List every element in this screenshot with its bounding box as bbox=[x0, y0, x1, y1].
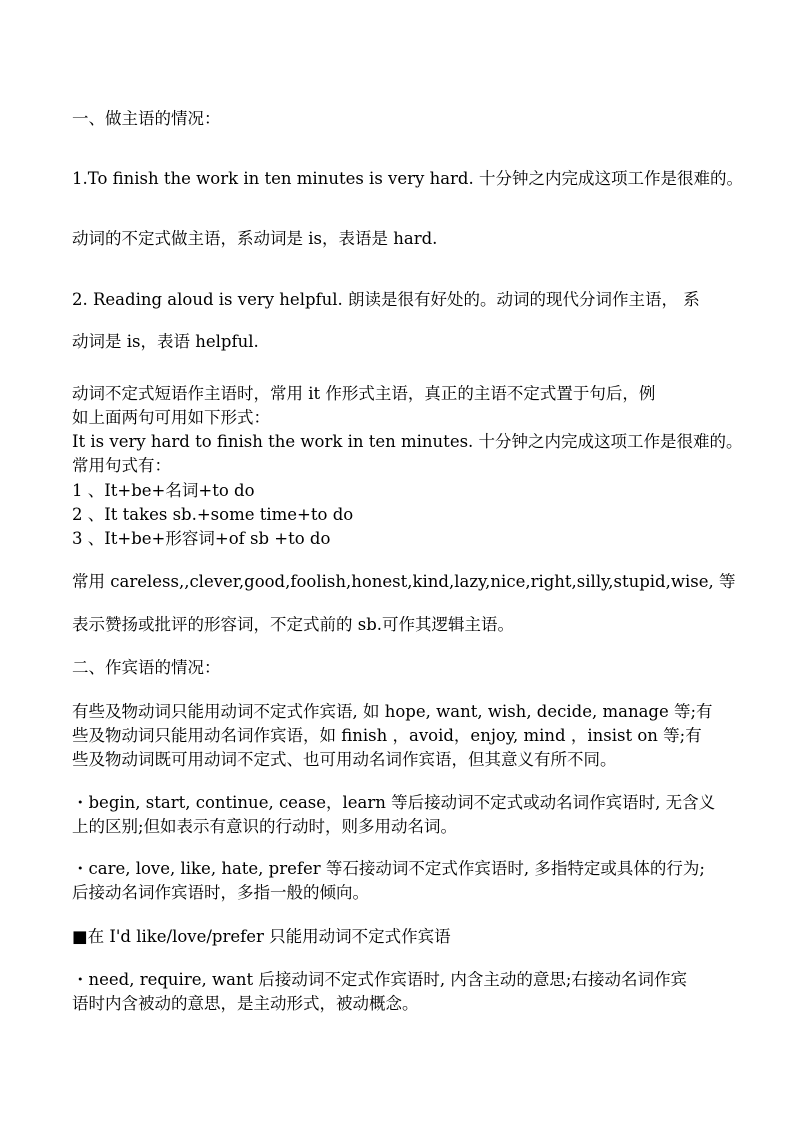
bullet-2-line-1: ・care, love, like, hate, prefer 等石接动词不定式作宾语时, 多指特定或具体的行为; bbox=[72, 859, 705, 878]
pattern-2: 2 、It takes sb.+some time+to do bbox=[72, 505, 354, 524]
adjectives-line-2: 表示赞扬或批评的形容词，不定式前的 sb.可作其逻辑主语。 bbox=[72, 615, 515, 634]
object-paragraph-line-3: 些及物动词既可用动词不定式、也可用动名词作宾语，但其意义有所不同。 bbox=[72, 750, 617, 769]
example-sentence-1: 1.To finish the work in ten minutes is very hard. 十分钟之内完成这项工作是很难的。 bbox=[72, 169, 743, 188]
object-paragraph-line-1: 有些及物动词只能用动词不定式作宾语, 如 hope, want, wish, decide, manage 等;有 bbox=[72, 702, 713, 721]
bullet-3-line-2: 语时内含被动的意思，是主动形式，被动概念。 bbox=[72, 994, 419, 1013]
rule-line-3: It is very hard to finish the work in ten minutes. 十分钟之内完成这项工作是很难的。 bbox=[72, 432, 743, 451]
example-sentence-2-line-2: 动词是 is，表语 helpful. bbox=[72, 332, 259, 351]
example-sentence-2-line-1: 2. Reading aloud is very helpful. 朗读是很有好处的。动词的现代分词作主语， 系 bbox=[72, 290, 700, 309]
bullet-1-line-1: ・begin, start, continue, cease，learn 等后接动词不定式或动名词作宾语时, 无含义 bbox=[72, 793, 716, 812]
pattern-1: 1 、It+be+名词+to do bbox=[72, 481, 255, 500]
rule-line-1: 动词不定式短语作主语时，常用 it 作形式主语，真正的主语不定式置于句后，例 bbox=[72, 384, 656, 403]
square-note: ■在 I'd like/love/prefer 只能用动词不定式作宾语 bbox=[72, 927, 451, 946]
object-paragraph-line-2: 些及物动词只能用动名词作宾语，如 finish ，avoid，enjoy, mind ，insist on 等;有 bbox=[72, 726, 702, 745]
bullet-1-line-2: 上的区别;但如表示有意识的行动时，则多用动名词。 bbox=[72, 817, 458, 836]
section-heading-object: 二、作宾语的情况： bbox=[72, 658, 221, 677]
section-heading-subject: 一、做主语的情况： bbox=[72, 109, 221, 128]
adjectives-line-1: 常用 careless,,clever,good,foolish,honest,kind,lazy,nice,right,silly,stupid,wise, 等 bbox=[72, 572, 736, 591]
pattern-3: 3 、It+be+形容词+of sb +to do bbox=[72, 529, 331, 548]
rule-line-2: 如上面两句可用如下形式： bbox=[72, 408, 270, 427]
bullet-2-line-2: 后接动名词作宾语时，多指一般的倾向。 bbox=[72, 883, 369, 902]
rule-line-4: 常用句式有： bbox=[72, 456, 171, 475]
bullet-3-line-1: ・need, require, want 后接动词不定式作宾语时, 内含主动的意思;右接动名词作宾 bbox=[72, 970, 687, 989]
example-note-1: 动词的不定式做主语，系动词是 is，表语是 hard. bbox=[72, 229, 438, 248]
